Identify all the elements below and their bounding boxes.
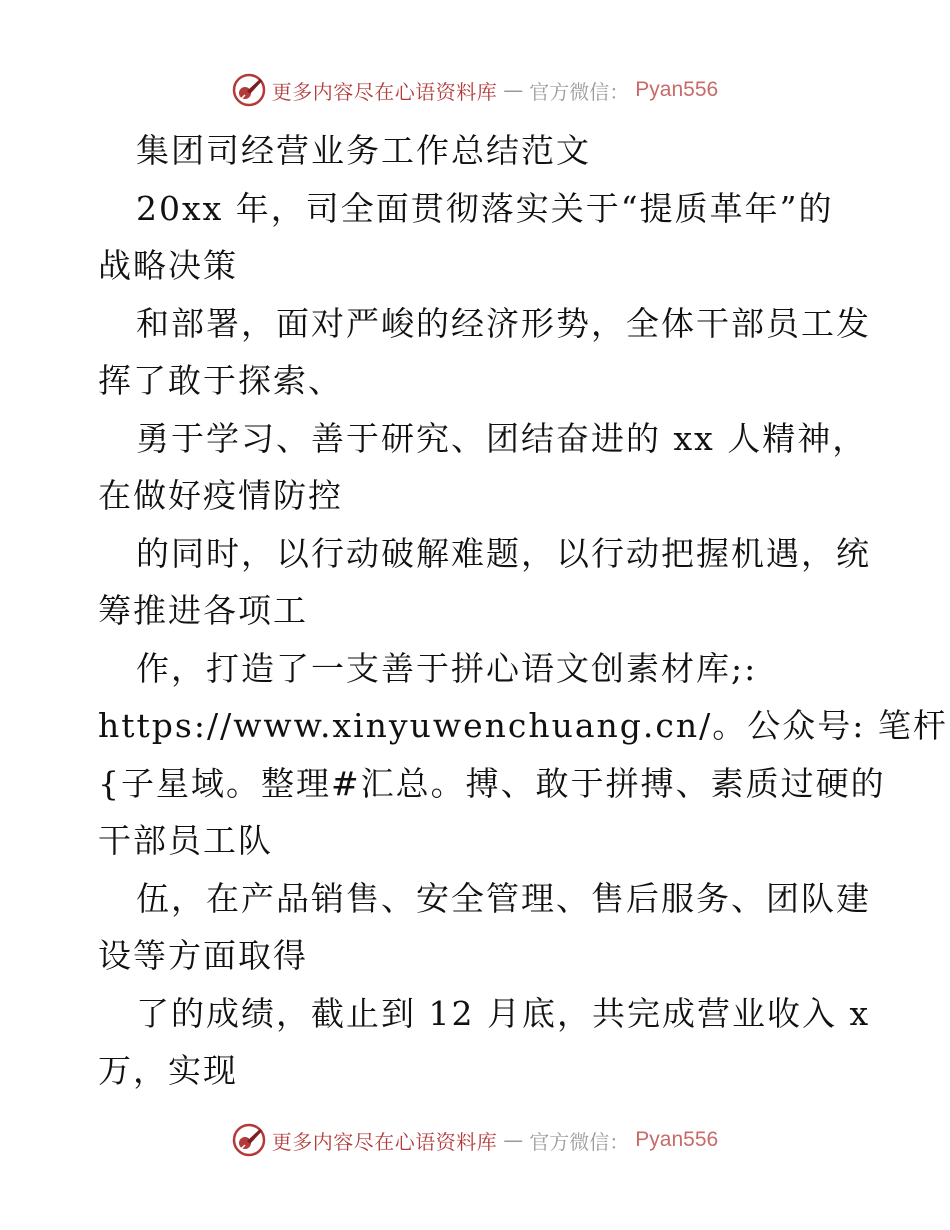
paragraph-line: 和部署，面对严峻的经济形势，全体干部员工发 (136, 303, 871, 343)
banner-separator: — (503, 78, 524, 102)
paragraph-line: 的同时，以行动破解难题，以行动把握机遇，统 (136, 533, 871, 573)
banner-title: 更多内容尽在心语资料库 (271, 79, 498, 104)
banner-wechat-label: 官方微信： (529, 79, 630, 104)
banner-wechat-id: Pyan556 (635, 78, 719, 101)
paragraph-line-url: https://www.xinyuwenchuang.cn/。公众号: 笔杆 (98, 706, 948, 745)
document-body (98, 122, 948, 1100)
paragraph-line: 伍，在产品销售、安全管理、售后服务、团队建 (136, 878, 871, 918)
banner-wechat-label: 官方微信： (529, 1129, 630, 1154)
paragraph-line: 在做好疫情防控 (98, 476, 343, 515)
paragraph-line: 了的成绩，截止到 12 月底，共完成营业收入 x (136, 993, 871, 1033)
document-title: 集团司经营业务工作总结范文 (136, 131, 591, 170)
paragraph-line: 战略决策 (98, 246, 238, 285)
banner-separator: — (503, 1128, 524, 1152)
footer-watermark-banner (0, 1120, 950, 1160)
paragraph-line: 筹推进各项工 (98, 591, 308, 630)
quill-pen-logo-icon (232, 73, 266, 107)
banner-content (232, 73, 718, 107)
quill-pen-logo-icon (232, 1123, 266, 1157)
paragraph-line: 干部员工队 (98, 821, 273, 860)
paragraph-line: 作，打造了一支善于拼心语文创素材库;: (136, 648, 758, 688)
paragraph-line: 勇于学习、善于研究、团结奋进的 xx 人精神， (136, 418, 868, 458)
paragraph-line: 设等方面取得 (98, 936, 308, 975)
paragraph-line: 挥了敢于探索、 (98, 361, 343, 400)
banner-content (232, 1123, 718, 1157)
paragraph-line: {子星域。整理#汇总。搏、敢于拼搏、素质过硬的 (98, 763, 886, 803)
paragraph-line: 20xx 年，司全面贯彻落实关于“提质革年”的 (136, 188, 834, 228)
header-watermark-banner (0, 70, 950, 110)
banner-title: 更多内容尽在心语资料库 (271, 1129, 498, 1154)
banner-wechat-id: Pyan556 (635, 1128, 719, 1151)
paragraph-line: 万，实现 (98, 1051, 238, 1090)
